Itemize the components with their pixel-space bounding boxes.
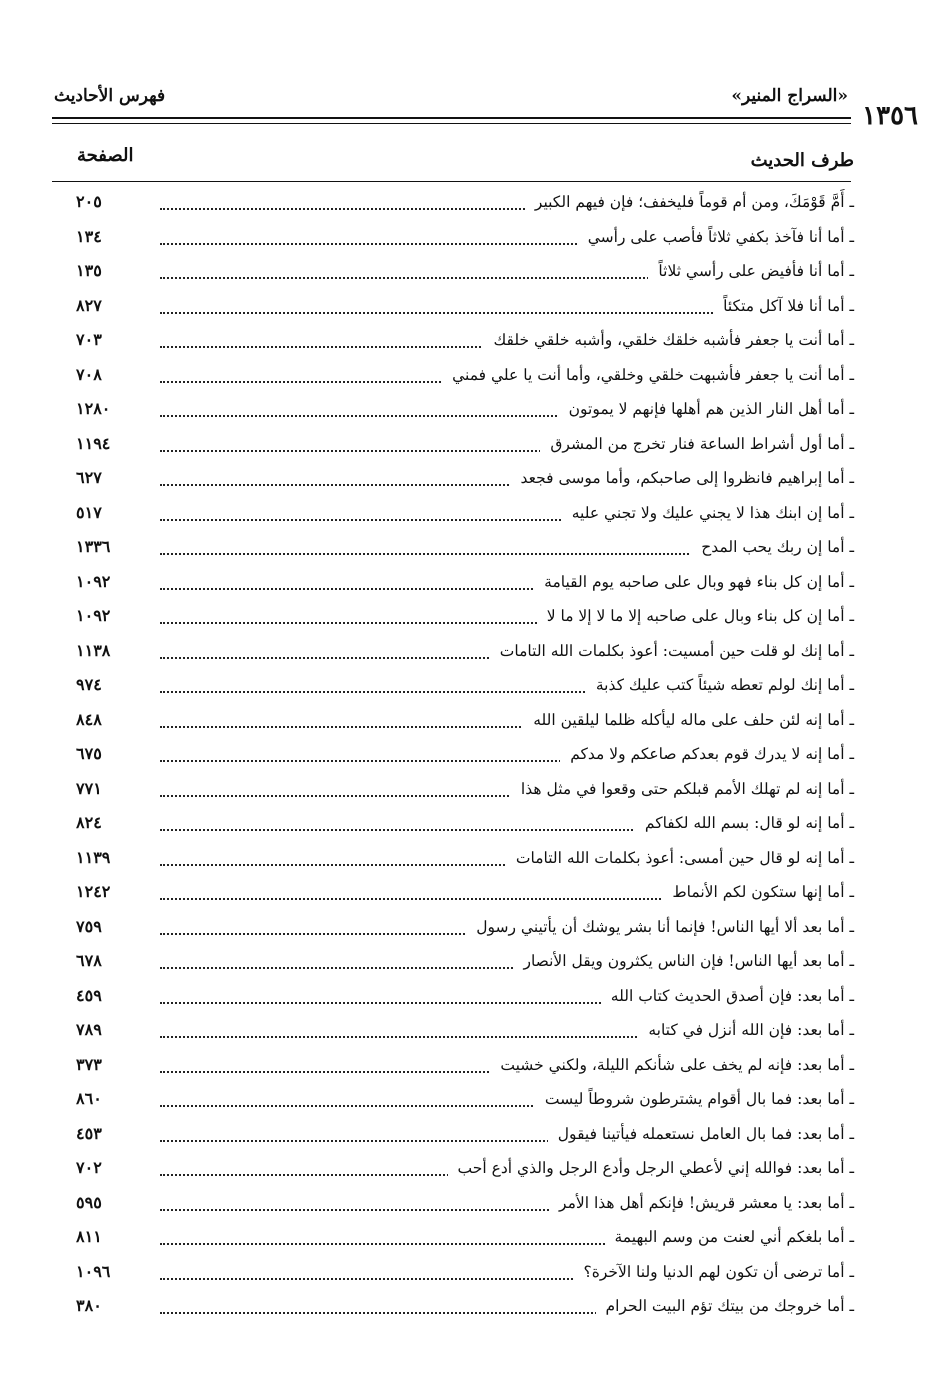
- list-item: [0, 1051, 946, 1086]
- page-ref: ٨٢٧: [76, 295, 102, 315]
- column-header-page: الصفحة: [77, 145, 134, 166]
- page-ref: ١٠٩٢: [76, 571, 111, 591]
- hadith-text: ـ أما بعد: يا معشر قريش! فإنكم أهل هذا الأمر: [549, 1194, 854, 1212]
- page-ref: ٦٢٧: [76, 468, 102, 487]
- page-ref: ١٢٨٠: [76, 399, 111, 418]
- hadith-text: ـ أما بعد: فوالله إني لأعطي الرجل وأدع الرجل والذي أدع أحب: [448, 1159, 854, 1177]
- hadith-text: ـ أما إبراهيم فانظروا إلى صاحبكم، وأما موسى فجعد: [511, 469, 854, 487]
- list-item: [0, 809, 946, 844]
- hadith-text: ـ أما أهل النار الذين هم أهلها فإنهم لا يموتون: [559, 400, 854, 418]
- hadith-text: ـ أما بعد: فإن أصدق الحديث كتاب الله: [601, 987, 854, 1005]
- list-item: [0, 1223, 946, 1258]
- page-ref: ٦٧٥: [76, 744, 102, 763]
- page-ref: ٨٦٠: [76, 1089, 102, 1108]
- hadith-text: ـ أما إنك لولم تعطه شيئاً كتب عليك كذبة: [586, 676, 854, 694]
- page-ref: ٨٤٨: [76, 709, 102, 729]
- page-ref: ١١٩٤: [76, 433, 111, 453]
- list-item: [0, 292, 946, 327]
- list-item: [0, 947, 946, 982]
- list-item: [0, 1016, 946, 1051]
- hadith-text: ـ أما أنا فلا آكل متكئاً: [713, 297, 854, 315]
- page-ref: ٣٨٠: [76, 1296, 102, 1315]
- hadith-text: ـ أما بعد ألا أيها الناس! فإنما أنا بشر يوشك أن يأتيني رسول: [466, 918, 854, 936]
- hadith-text: ـ أما إن كل بناء فهو وبال على صاحبه يوم القيامة: [534, 573, 854, 591]
- list-item: [0, 1258, 946, 1293]
- page-ref: ٧٠٣: [76, 330, 102, 349]
- list-item: [0, 1120, 946, 1155]
- page-ref: ٧٥٩: [76, 916, 102, 936]
- list-item: [0, 326, 946, 361]
- hadith-text: ـ أما أول أشراط الساعة فنار تخرج من المشرق: [540, 435, 854, 453]
- hadith-text: ـ أما بعد: فما بال أقوام يشترطون شروطاً ليست: [535, 1090, 854, 1108]
- column-header-rule: [52, 181, 851, 182]
- list-item: [0, 740, 946, 775]
- page-ref: ١١٣٨: [76, 640, 111, 660]
- hadith-text: ـ أما أنا فآخذ بكفي ثلاثاً فأصب على رأسي: [578, 228, 854, 246]
- page-ref: ١٠٩٢: [76, 606, 111, 625]
- list-item: [0, 706, 946, 741]
- book-title: «السراج المنير»: [731, 86, 848, 106]
- page-ref: ١١٣٩: [76, 847, 111, 867]
- page-ref: ٦٧٨: [76, 951, 102, 970]
- hadith-text: ـ أما إنه لو قال: بسم الله لكفاكم: [635, 814, 854, 832]
- page-ref: ١٣٣٦: [76, 537, 111, 556]
- page-ref: ١٠٩٦: [76, 1261, 111, 1281]
- list-item: [0, 533, 946, 568]
- hadith-text: ـ أما بعد: فما بال العامل نستعمله فيأتينا فيقول: [548, 1125, 854, 1143]
- hadith-text: ـ أما أنت يا جعفر فأشبه خلقك خلقي، وأشبه خلقي خلقك: [483, 331, 854, 349]
- page-ref: ٢٠٥: [76, 192, 102, 211]
- hadith-text: ـ أما إنها ستكون لكم الأنماط: [662, 883, 854, 901]
- list-item: [0, 257, 946, 292]
- list-item: [0, 499, 946, 534]
- header-rule-thick: [52, 117, 851, 119]
- list-item: [0, 223, 946, 258]
- list-item: [0, 361, 946, 396]
- hadith-text: ـ أما إن ابنك هذا لا يجني عليك ولا تجني عليه: [562, 504, 854, 522]
- page-ref: ٥١٧: [76, 502, 102, 522]
- list-item: [0, 844, 946, 879]
- page-ref: ٣٧٣: [76, 1054, 102, 1074]
- hadith-text: ـ أما بعد: فإن الله أنزل في كتابه: [638, 1021, 854, 1039]
- page-ref: ٧٠٨: [76, 364, 102, 384]
- hadith-text: ـ أما إنه لو قال حين أمسى: أعوذ بكلمات الله التامات: [506, 849, 854, 867]
- section-title: فهرس الأحاديث: [54, 86, 166, 106]
- list-item: [0, 775, 946, 810]
- list-item: [0, 878, 946, 913]
- list-item: [0, 464, 946, 499]
- list-item: [0, 1085, 946, 1120]
- list-item: [0, 568, 946, 603]
- page-number: ١٣٥٦: [862, 101, 918, 131]
- list-item: [0, 637, 946, 672]
- page-ref: ٥٩٥: [76, 1192, 102, 1212]
- hadith-text: ـ أما أنا فأفيض على رأسي ثلاثاً: [648, 262, 854, 280]
- page-ref: ٩٧٤: [76, 675, 102, 694]
- hadith-text: ـ أما أنت يا جعفر فأشبهت خلقي وخلقي، وأما أنت يا علي فمني: [442, 366, 854, 384]
- header-rule-thin: [52, 123, 851, 124]
- hadith-text: ـ أما خروجك من بيتك تؤم البيت الحرام: [596, 1297, 854, 1315]
- hadith-index-list: [0, 188, 946, 1327]
- hadith-text: ـ أما إن ربك يحب المدح: [691, 538, 854, 556]
- hadith-text: ـ أما إنك لو قلت حين أمسيت: أعوذ بكلمات الله التامات: [490, 642, 854, 660]
- list-item: [0, 430, 946, 465]
- list-item: [0, 1189, 946, 1224]
- column-header-hadith: طرف الحديث: [750, 150, 854, 171]
- hadith-text: ـ أما إن كل بناء وبال على صاحبه إلا ما لا إلا ما لا: [537, 607, 854, 625]
- page-ref: ١٣٤: [76, 226, 102, 246]
- hadith-text: ـ أما بعد: فإنه لم يخف على شأنكم الليلة، ولكني خشيت: [490, 1056, 854, 1074]
- page-ref: ٧٧١: [76, 778, 102, 798]
- list-item: [0, 1154, 946, 1189]
- page-ref: ١٢٤٢: [76, 882, 111, 901]
- list-item: [0, 395, 946, 430]
- hadith-text: ـ أما إنه لئن حلف على ماله ليأكله ظلما ليلقين الله: [523, 711, 854, 729]
- list-item: [0, 671, 946, 706]
- page-ref: ٨٢٤: [76, 813, 102, 832]
- hadith-text: ـ أما إنه لا يدرك قوم بعدكم صاعكم ولا مدكم: [560, 745, 854, 763]
- list-item: [0, 602, 946, 637]
- page-ref: ٨١١: [76, 1227, 102, 1246]
- hadith-text: ـ أما إنه لم تهلك الأمم قبلكم حتى وقعوا في مثل هذا: [511, 780, 854, 798]
- list-item: [0, 982, 946, 1017]
- page-ref: ٤٥٣: [76, 1123, 102, 1143]
- page-ref: ٧٨٩: [76, 1020, 102, 1039]
- hadith-text: ـ أما بعد أيها الناس! فإن الناس يكثرون ويقل الأنصار: [513, 952, 854, 970]
- list-item: [0, 188, 946, 223]
- list-item: [0, 913, 946, 948]
- hadith-text: ـ أَمَّ قَوْمَكَ، ومن أم قوماً فليخفف؛ فإن فيهم الكبير: [525, 193, 854, 211]
- page-ref: ١٣٥: [76, 261, 102, 280]
- list-item: [0, 1292, 946, 1327]
- hadith-text: ـ أما بلغكم أني لعنت من وسم البهيمة: [605, 1228, 855, 1246]
- hadith-text: ـ أما ترضى أن تكون لهم الدنيا ولنا الآخرة؟: [574, 1263, 855, 1281]
- page-ref: ٧٠٢: [76, 1158, 102, 1177]
- page-ref: ٤٥٩: [76, 985, 102, 1005]
